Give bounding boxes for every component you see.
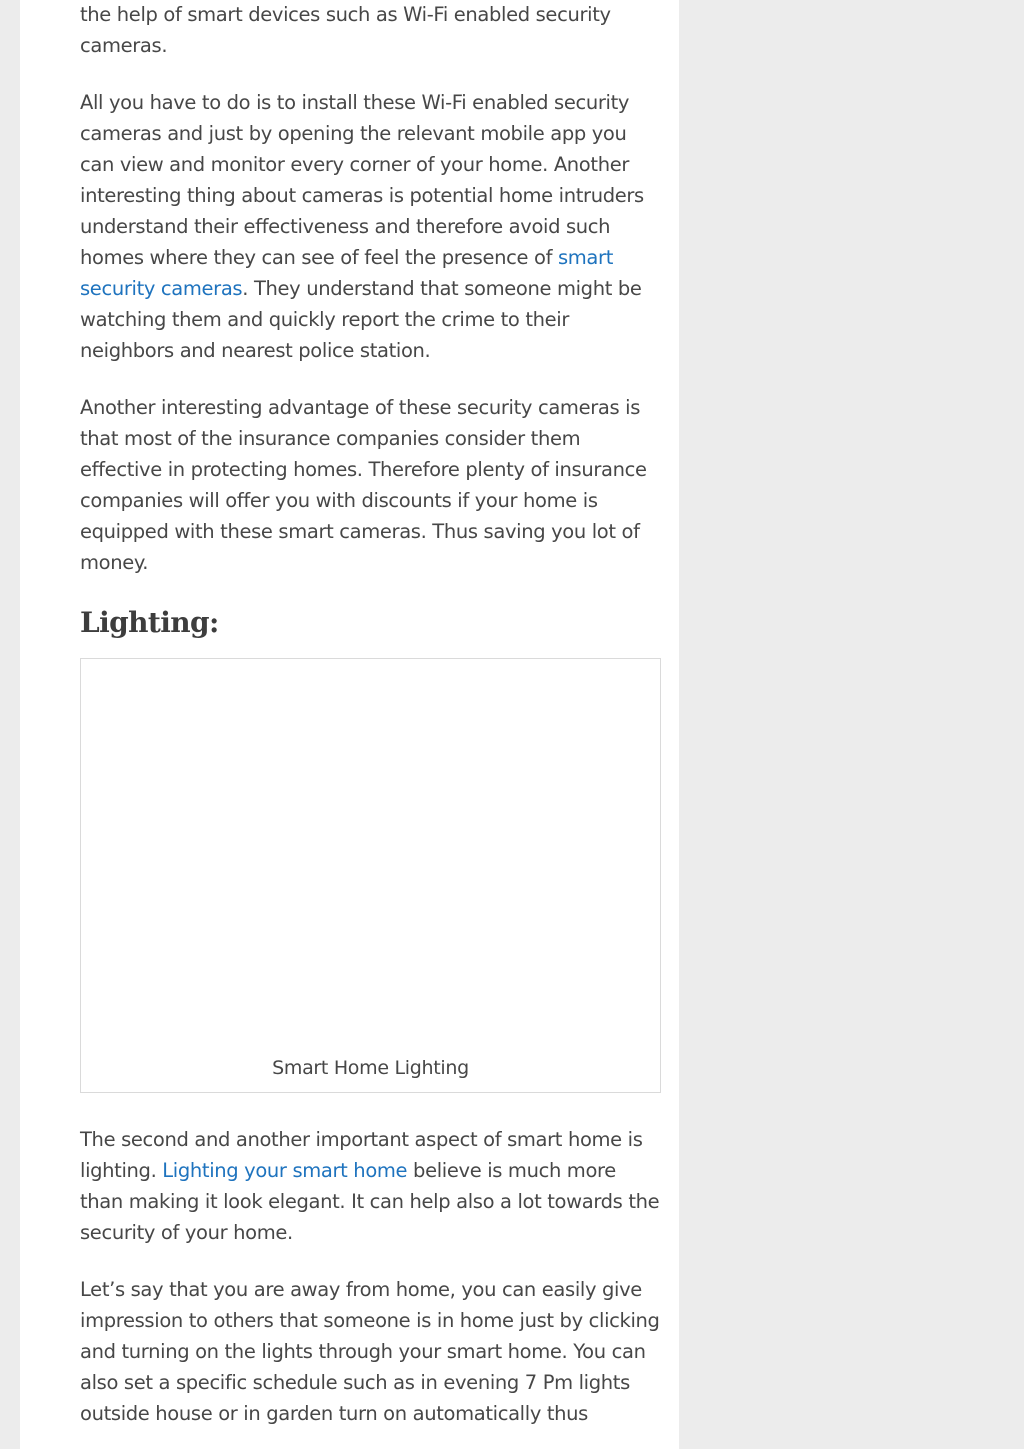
- paragraph-lighting-aspect: [80, 1124, 662, 1248]
- paragraph-text: The second and another important aspect of smart home is lighting.: [80, 1128, 643, 1182]
- figure-caption: Smart Home Lighting: [272, 1057, 469, 1079]
- paragraph-text: Another interesting advantage of these security cameras is that most of the insurance companies consider them effective in protecting homes. Therefore plenty of insurance companies will offer you with discounts if your home is equipped with these smart cameras. Thus saving you lot of money.: [80, 396, 647, 574]
- lighting-image: [91, 669, 650, 1049]
- paragraph-text: believe is much more than making it look elegant. It can help also a lot towards the security of your home.: [80, 1159, 660, 1244]
- lighting-smart-home-link[interactable]: Lighting your smart home: [162, 1159, 408, 1182]
- paragraph-cameras-intro: [80, 0, 662, 61]
- content-panel: [20, 0, 679, 1449]
- lighting-figure: [80, 658, 661, 1093]
- paragraph-text: All you have to do is to install these Wi-Fi enabled security cameras and just by opening the relevant mobile app you can view and monitor every corner of your home. Another interesting thing about cameras is potential home intruders understand their effectiveness and therefore avoid such homes where they can see of feel the presence of: [80, 91, 644, 269]
- smart-security-cameras-link[interactable]: smart security cameras: [80, 246, 613, 300]
- paragraph-cameras-install: [80, 87, 662, 366]
- paragraph-away-from-home: [80, 1274, 662, 1429]
- section-heading-lighting: Lighting:: [80, 606, 219, 639]
- paragraph-text: . They understand that someone might be watching them and quickly report the crime to their neighbors and nearest police station.: [80, 277, 642, 362]
- paragraph-text: the help of smart devices such as Wi-Fi enabled security cameras.: [80, 3, 611, 57]
- paragraph-insurance: [80, 392, 662, 578]
- paragraph-text: Let’s say that you are away from home, you can easily give impression to others that someone is in home just by clicking and turning on the lights through your smart home. You can also set a specific schedule such as in evening 7 Pm lights outside house or in garden turn on automatically thus: [80, 1278, 660, 1425]
